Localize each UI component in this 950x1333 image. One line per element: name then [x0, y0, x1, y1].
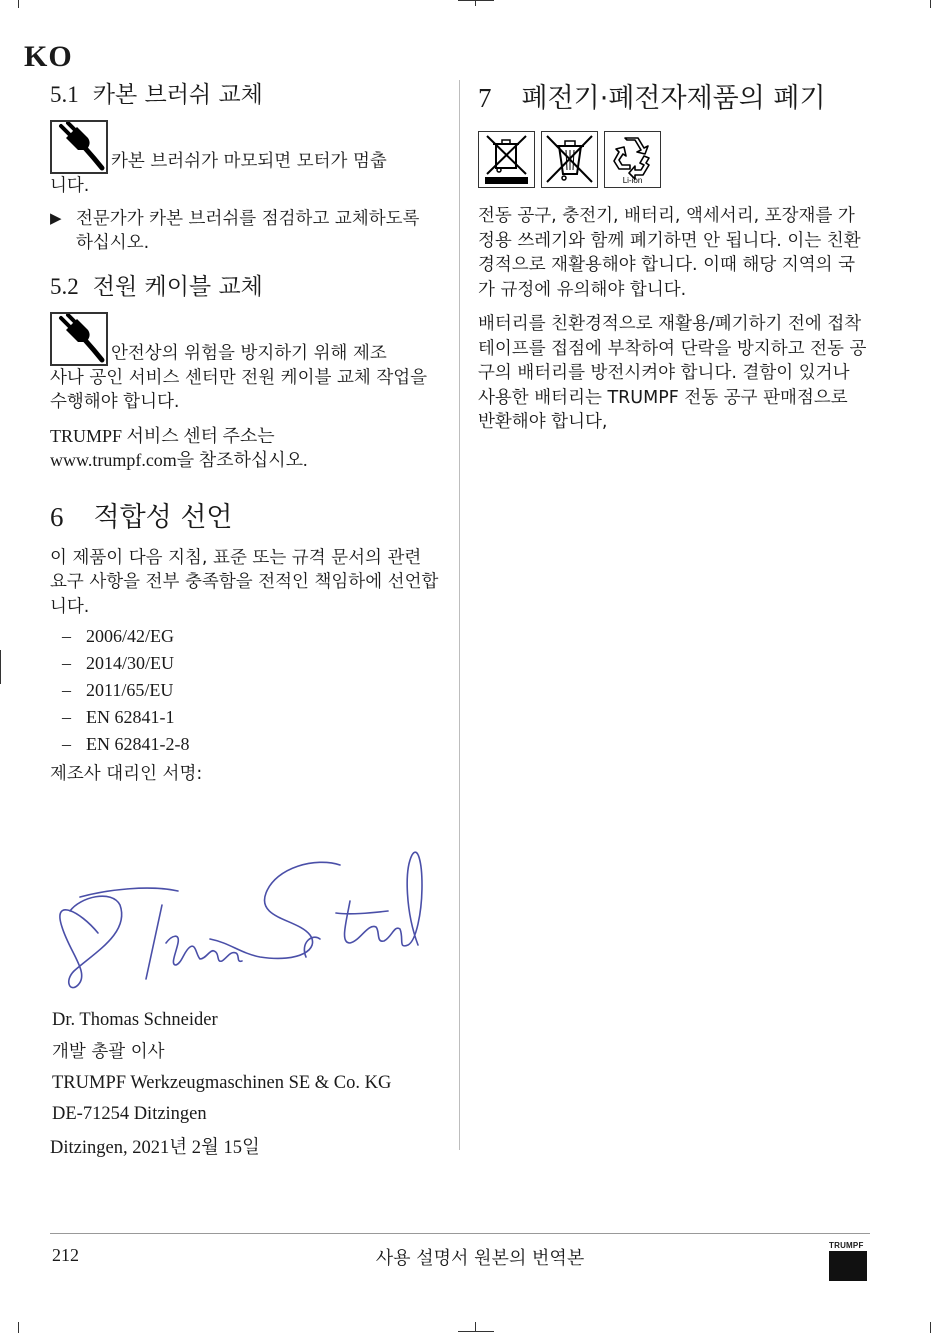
- crop-mark-corner-br: [930, 1322, 931, 1333]
- carbon-brush-warning: 카본 브러쉬가 마모되면 모터가 멈춥 니다.: [50, 120, 440, 199]
- footer-divider: [50, 1233, 870, 1234]
- recycle-li-ion-icon: [604, 131, 661, 188]
- signer-role: 개발 총괄 이사: [52, 1041, 165, 1062]
- disposal-icons: [478, 131, 870, 188]
- crop-mark-bottom-tick: [475, 1322, 476, 1332]
- column-divider: [459, 80, 460, 1150]
- list-item: – EN 62841-1: [62, 707, 175, 727]
- website-link[interactable]: www.trumpf.com을 참조하십시오.: [50, 450, 308, 470]
- left-column: [50, 80, 440, 1164]
- brand-block: [829, 1251, 867, 1281]
- crop-mark-corner-tr: [930, 0, 931, 8]
- section-title: 적합성 선언: [93, 501, 233, 533]
- section-number: 6: [50, 501, 64, 532]
- crop-mark-left: [0, 650, 1, 684]
- section-6-heading: [50, 499, 440, 536]
- standards-list: [50, 623, 440, 758]
- crop-mark-corner-tl: [18, 0, 19, 8]
- list-item: – 2011/65/EU: [62, 680, 174, 700]
- section-5-2-heading: [50, 272, 440, 302]
- signature-label: 제조사 대리인 서명:: [50, 764, 203, 784]
- service-center-note: TRUMPF 서비스 센터 주소는 www.trumpf.com을 참조하십시오.: [50, 425, 308, 470]
- list-item: – EN 62841-2-8: [62, 734, 190, 754]
- carbon-brush-instruction: ▶ 전문가가 카본 브러쉬를 점검하고 교체하도록 하십시오.: [50, 207, 440, 256]
- conformity-intro: 이 제품이 다음 지침, 표준 또는 규격 문서의 관련 요구 사항을 전부 충족함을 전적인 책임하에 선언합니다.: [50, 547, 439, 617]
- crossed-bin-bar-icon: [478, 131, 535, 188]
- crop-mark-top: [458, 0, 494, 1]
- arrow-bullet-icon: ▶: [50, 210, 62, 227]
- section-title: 전원 케이블 교체: [92, 273, 263, 300]
- language-code: KO: [24, 40, 73, 73]
- company-address: DE-71254 Ditzingen: [52, 1103, 207, 1124]
- plug-warning-icon: [50, 120, 108, 174]
- signer-name: Dr. Thomas Schneider: [52, 1009, 218, 1030]
- crop-mark-top-tick: [475, 0, 476, 6]
- section-number: 7: [478, 83, 492, 113]
- crossed-bin-icon: [541, 131, 598, 188]
- brand-name: TRUMPF: [829, 1241, 864, 1250]
- section-title: 폐전기·폐전자제품의 폐기: [521, 83, 826, 114]
- section-5-1-heading: [50, 80, 440, 110]
- crop-mark-corner-bl: [18, 1322, 19, 1333]
- list-item: – 2014/30/EU: [62, 653, 174, 673]
- section-number: 5.2: [50, 273, 79, 299]
- handwritten-signature: [50, 793, 440, 1005]
- li-ion-label: Li-ion: [622, 176, 643, 185]
- crop-mark-bottom: [458, 1331, 494, 1332]
- disposal-paragraph-2: 배터리를 친환경적으로 재활용/폐기하기 전에 접착테이프를 접점에 부착하여 단락을 방지하고 전동 공구의 배터리를 방전시켜야 합니다. 결함이 있거나 사용한 배터리는 TRUMPF 전동 공구 판매점으로 반환해야 합니다,: [478, 314, 867, 432]
- disposal-paragraph-1: 전동 공구, 충전기, 배터리, 액세서리, 포장재를 가정용 쓰레기와 함께 폐기하면 안 됩니다. 이는 친환경적으로 재활용해야 합니다. 이때 해당 지역의 국가 규정에 유의해야 합니다.: [478, 206, 861, 300]
- section-7-heading: [478, 80, 870, 117]
- page-number: 212: [52, 1245, 79, 1265]
- footer-title: 사용 설명서 원본의 번역본: [375, 1248, 585, 1269]
- signing-date: Ditzingen, 2021년 2월 15일: [50, 1137, 260, 1158]
- plug-warning-icon: [50, 312, 108, 366]
- section-title: 카본 브러쉬 교체: [92, 82, 263, 108]
- company-name: TRUMPF Werkzeugmaschinen SE & Co. KG: [52, 1072, 392, 1093]
- power-cable-warning: 안전상의 위험을 방지하기 위해 제조 사나 공인 서비스 센터만 전원 케이블 교체 작업을 수행해야 합니다.: [50, 312, 440, 415]
- trumpf-logo: [829, 1241, 867, 1281]
- list-item: – 2006/42/EG: [62, 626, 174, 646]
- right-column: [478, 80, 870, 435]
- section-number: 5.1: [50, 82, 79, 107]
